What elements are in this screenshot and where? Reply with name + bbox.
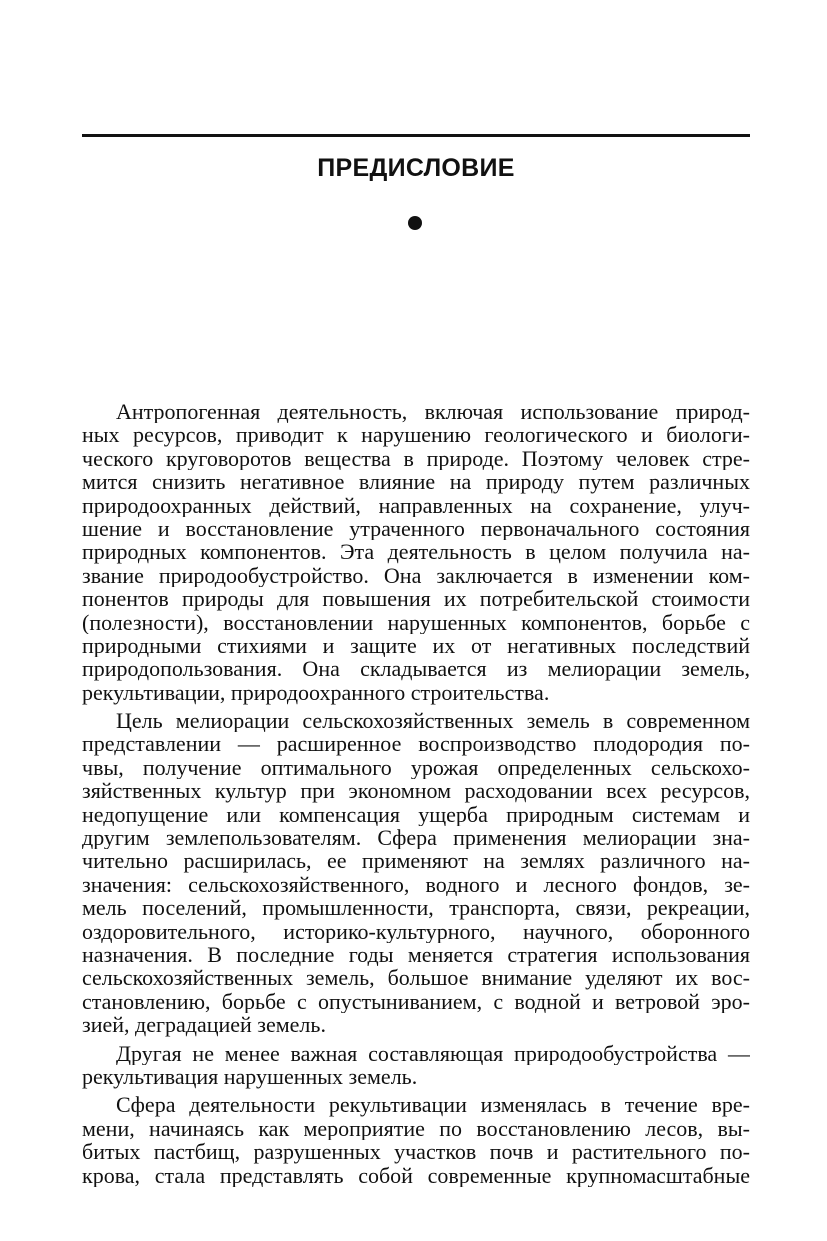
text-line: крова, стала представлять собой современные крупномасштабные [82,1163,750,1187]
text-line: сельскохозяйственных земель, большое внимание уделяют их вос- [82,966,750,990]
text-line: становлению, борьбе с опустыниванием, с водной и ветровой эро- [82,989,750,1014]
text-line: назначения. В последние годы меняется стратегия использования [82,942,750,967]
text-line: Цель мелиорации сельскохозяйственных земель в современном [116,709,750,733]
paragraph-1 [82,400,750,704]
paragraph-4 [82,1093,750,1187]
text-line: Сфера деятельности рекультивации изменялась в течение вре- [116,1093,750,1117]
text-line: чительно расширилась, ее применяют на землях различного на- [82,849,750,873]
text-line: оздоровительного, историко-культурного, научного, оборонного [82,919,750,943]
text-line: чвы, получение оптимального урожая определенных сельскохо- [82,755,750,780]
text-line: Другая не менее важная составляющая природообустройства — [116,1041,750,1065]
text-line: понентов природы для повышения их потребительской стоимости [82,587,750,611]
paragraph-2 [82,709,750,1036]
text-line: природных компонентов. Эта деятельность в целом получила на- [82,540,750,564]
text-line: недопущение или компенсация ущерба природным системам и [82,802,750,827]
text-line: Антропогенная деятельность, включая использование природ- [116,400,750,424]
top-rule [82,134,750,137]
paragraph-3 [82,1042,750,1089]
page-title: ПРЕДИСЛОВИЕ [317,154,515,182]
text-line: зией, деградацией земель. [82,1012,326,1038]
text-line: представлении — расширенное воспроизводство плодородия по- [82,732,750,756]
text-line: значения: сельскохозяйственного, водного и лесного фондов, зе- [82,872,750,897]
text-line: природными стихиями и защите их от негативных последствий [82,633,750,658]
body-text [82,400,750,1187]
text-line: мени, начинаясь как мероприятие по восстановлению лесов, вы- [82,1116,750,1141]
text-line: ных ресурсов, приводит к нарушению геологического и биологи- [82,423,750,447]
text-line: звание природообустройство. Она заключается в изменении ком- [82,563,750,588]
text-line: зяйственных культур при экономном расходовании всех ресурсов, [82,779,750,803]
text-line: (полезности), восстановлении нарушенных компонентов, борьбе с [82,610,750,634]
text-line: шение и восстановление утраченного первоначального состояния [82,516,750,541]
text-line: рекультивации, природоохранного строительства. [82,679,550,705]
text-line: природоохранных действий, направленных на сохранение, улуч- [82,493,750,517]
text-line: природопользования. Она складывается из мелиорации земель, [82,657,750,681]
text-line: мится снизить негативное влияние на природу путем различных [82,470,750,494]
text-line: ческого круговоротов вещества в природе. Поэтому человек стре- [82,446,750,471]
text-line: рекультивация нарушенных земель. [82,1063,418,1089]
bullet-ornament [408,216,422,230]
text-line: битых пастбищ, разрушенных участков почв и растительного по- [82,1140,750,1164]
text-line: другим землепользователям. Сфера применения мелиорации зна- [82,826,750,850]
text-line: мель поселений, промышленности, транспорта, связи, рекреации, [82,896,750,920]
